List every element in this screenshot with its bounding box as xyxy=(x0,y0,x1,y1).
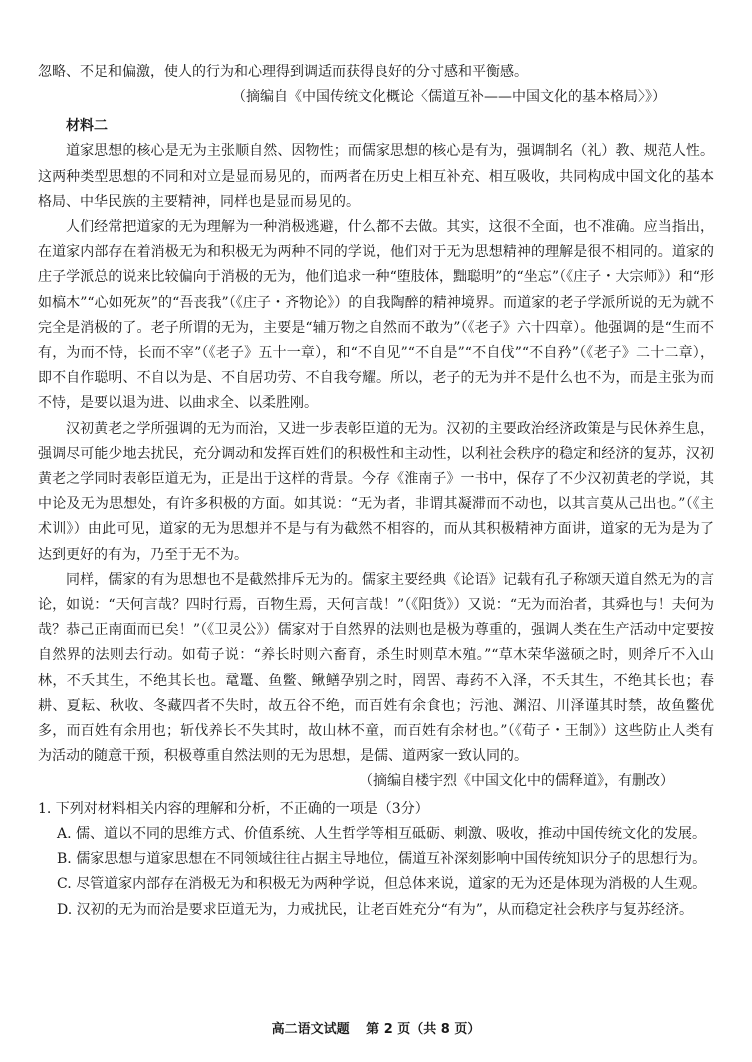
intro-line: 忽略、不足和偏激，使人的行为和心理得到调适而获得良好的分寸感和平衡感。 xyxy=(38,64,528,80)
question-stem: 1. 下列对材料相关内容的理解和分析，不正确的一项是（3分） xyxy=(38,800,429,817)
page-footer xyxy=(0,1018,752,1037)
footer-page-number: 第 2 页（共 8 页） xyxy=(366,1022,481,1037)
paragraph-1: 道家思想的核心是无为主张顺自然、因物性；而儒家思想的核心是有为，强调制名（礼）教、规范人性。这两种类型思想的不同和对立是显而易见的，而两者在历史上相互补充、相互吸收，共同构成中国文化的基本格局、中华民族的主要精神，同样也是显而易见的。 xyxy=(38,143,714,210)
citation-2: （摘编自楼宇烈《中国文化中的儒释道》，有删改） xyxy=(359,773,674,790)
paragraph-3: 汉初黄老之学所强调的无为而治，又进一步表彰臣道的无为。汉初的主要政治经济政策是与民休养生息，强调尽可能少地去扰民，充分调动和发挥百姓们的积极性和主动性，以利社会秩序的稳定和经济的复苏，汉初黄老之学同时表彰臣道无为，正是出于这样的背景。今存《淮南子》一书中，保存了不少汉初黄老的学说，其中论及无为思想处，有许多积极的方面。如其说：“无为者，非谓其凝滞而不动也，以其言莫从己出也。”（《主术训》）由此可见，道家的无为思想并不是与有为截然不相容的，而从其积极精神方面讲，道家的无为是为了达到更好的有为，乃至于无不为。 xyxy=(38,420,714,563)
option-b: B. 儒家思想与道家思想在不同领域往往占据主导地位，儒道互补深刻影响中国传统知识分子的思想行为。 xyxy=(57,851,707,868)
option-d: D. 汉初的无为而治是要求臣道无为，力戒扰民，让老百姓充分“有为”，从而稳定社会秩序与复苏经济。 xyxy=(57,901,693,918)
paragraph-2: 人们经常把道家的无为理解为一种消极逃避，什么都不去做。其实，这很不全面，也不准确。应当指出，在道家内部存在着消极无为和积极无为两种不同的学说，他们对于无为思想精神的理解是很不相同的。道家的庄子学派总的说来比较偏向于消极的无为，他们追求一种“堕肢体，黜聪明”的“坐忘”（《庄子・大宗师》）和“形如槁木”“心如死灰”的“吾丧我”（《庄子・齐物论》）的自我陶醉的精神境界。而道家的老子学派所说的无为就不完全是消极的了。老子所谓的无为，主要是“辅万物之自然而不敢为”（《老子》六十四章）。他强调的是“生而不有，为而不恃，长而不宰”（《老子》五十一章），和“不自见”“不自是”“不自伐”“不自矜”（《老子》二十二章），即不自作聪明、不自以为是、不自居功劳、不自我夸耀。所以，老子的无为并不是什么也不为，而是主张为而不恃，是要以退为进、以曲求全、以柔胜刚。 xyxy=(38,219,714,412)
footer-subject: 高二语文试题 xyxy=(271,1022,350,1037)
citation-1: （摘编自《中国传统文化概论〈儒道互补——中国文化的基本格局〉》） xyxy=(232,89,666,106)
option-c: C. 尽管道家内部存在消极无为和积极无为两种学说，但总体来说，道家的无为还是体现为消极的人生观。 xyxy=(57,876,707,893)
section-heading-material2: 材料二 xyxy=(66,118,108,135)
paragraph-4: 同样，儒家的有为思想也不是截然排斥无为的。儒家主要经典《论语》记载有孔子称颂天道自然无为的言论，如说：“天何言哉？四时行焉，百物生焉，天何言哉！”（《阳货》）又说：“无为而治者，其舜也与！夫何为哉？恭己正南面而已矣！”（《卫灵公》）儒家对于自然界的法则也是极为尊重的，强调人类在生产活动中定要按自然界的法则去行动。如荀子说：“养长时则六畜育，杀生时则草木殖。”“草木荣华滋硕之时，则斧斤不入山林，不夭其生，不绝其长也。鼋鼍、鱼鳖、鳅鳝孕别之时，罔罟、毒药不入泽，不夭其生，不绝其长也；春耕、夏耘、秋收、冬藏四者不失时，故五谷不绝，而百姓有余食也；污池、渊沼、川泽谨其时禁，故鱼鳖优多，而百姓有余用也；斩伐养长不失其时，故山林不童，而百姓有余材也。”（《荀子・王制》）这些防止人类有为活动的随意干预，积极尊重自然法则的无为思想，是儒、道两家一致认同的。 xyxy=(38,571,714,765)
option-a: A. 儒、道以不同的思维方式、价值系统、人生哲学等相互砥砺、刺激、吸收，推动中国传统文化的发展。 xyxy=(57,825,707,842)
